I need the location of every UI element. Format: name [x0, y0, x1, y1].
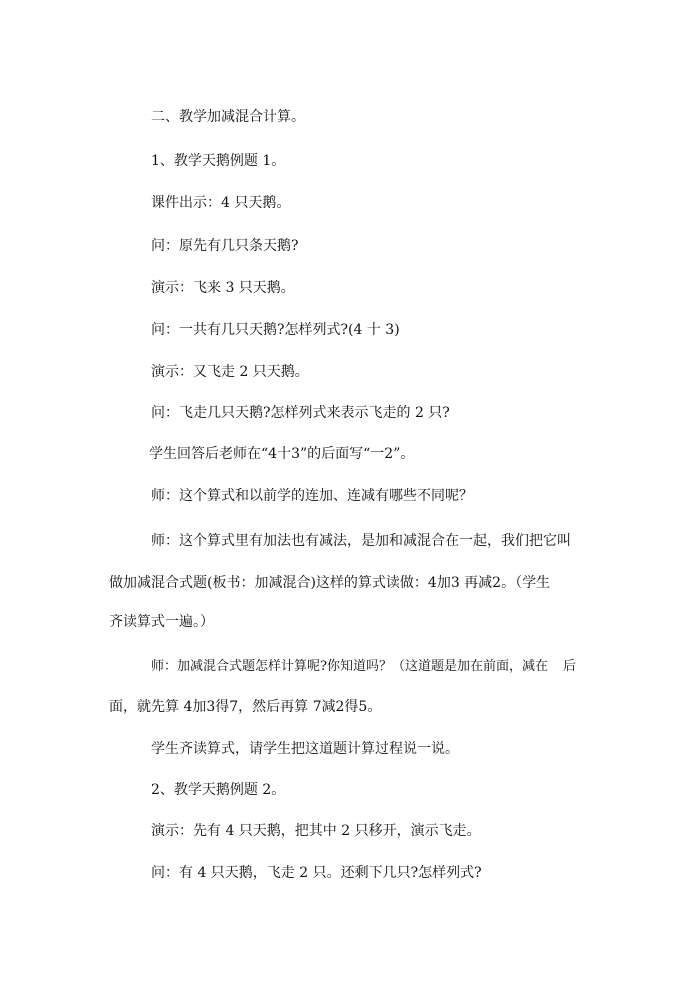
paragraph: 学生齐读算式，请学生把这道题计算过程说一说。	[151, 741, 459, 757]
paragraph: 后	[563, 659, 577, 674]
section-heading: 二、教学加减混合计算。	[151, 109, 305, 125]
example-2-heading: 2、教学天鹅例题 2。	[151, 782, 286, 798]
paragraph: 问：一共有几只天鹅?怎样列式?(4 十 3)	[151, 322, 400, 338]
paragraph: 做加减混合式题(板书：加减混合)这样的算式读做：4加3 再减2。（学生	[109, 575, 551, 591]
paragraph: 师：加减混合式题怎样计算呢?你知道吗？（这道题是加在前面，减在	[151, 659, 548, 674]
paragraph: 学生回答后老师在“4十3”的后面写“一2”。	[149, 446, 415, 462]
paragraph: 问：原先有几只条天鹅?	[151, 238, 299, 254]
paragraph: 课件出示：4 只天鹅。	[151, 195, 291, 211]
example-1-heading: 1、教学天鹅例题 1。	[151, 153, 286, 169]
paragraph: 师：这个算式和以前学的连加、连减有哪些不同呢？	[151, 488, 473, 504]
paragraph: 齐读算式一遍。）	[109, 614, 214, 630]
paragraph: 问：有 4 只天鹅，飞走 2 只。还剩下几只?怎样列式?	[151, 865, 482, 881]
paragraph: 师：这个算式里有加法也有减法，是加和减混合在一起，我们把它叫	[151, 533, 571, 549]
paragraph: 演示：飞来 3 只天鹅。	[151, 280, 295, 296]
paragraph: 演示：先有 4 只天鹅，把其中 2 只移开，演示飞走。	[151, 823, 481, 839]
paragraph: 问：飞走几只天鹅?怎样列式来表示飞走的 2 只?	[151, 405, 450, 421]
paragraph: 面，就先算 4加3得7，然后再算 7减2得5。	[109, 699, 382, 715]
paragraph: 演示：又飞走 2 只天鹅。	[151, 364, 309, 380]
